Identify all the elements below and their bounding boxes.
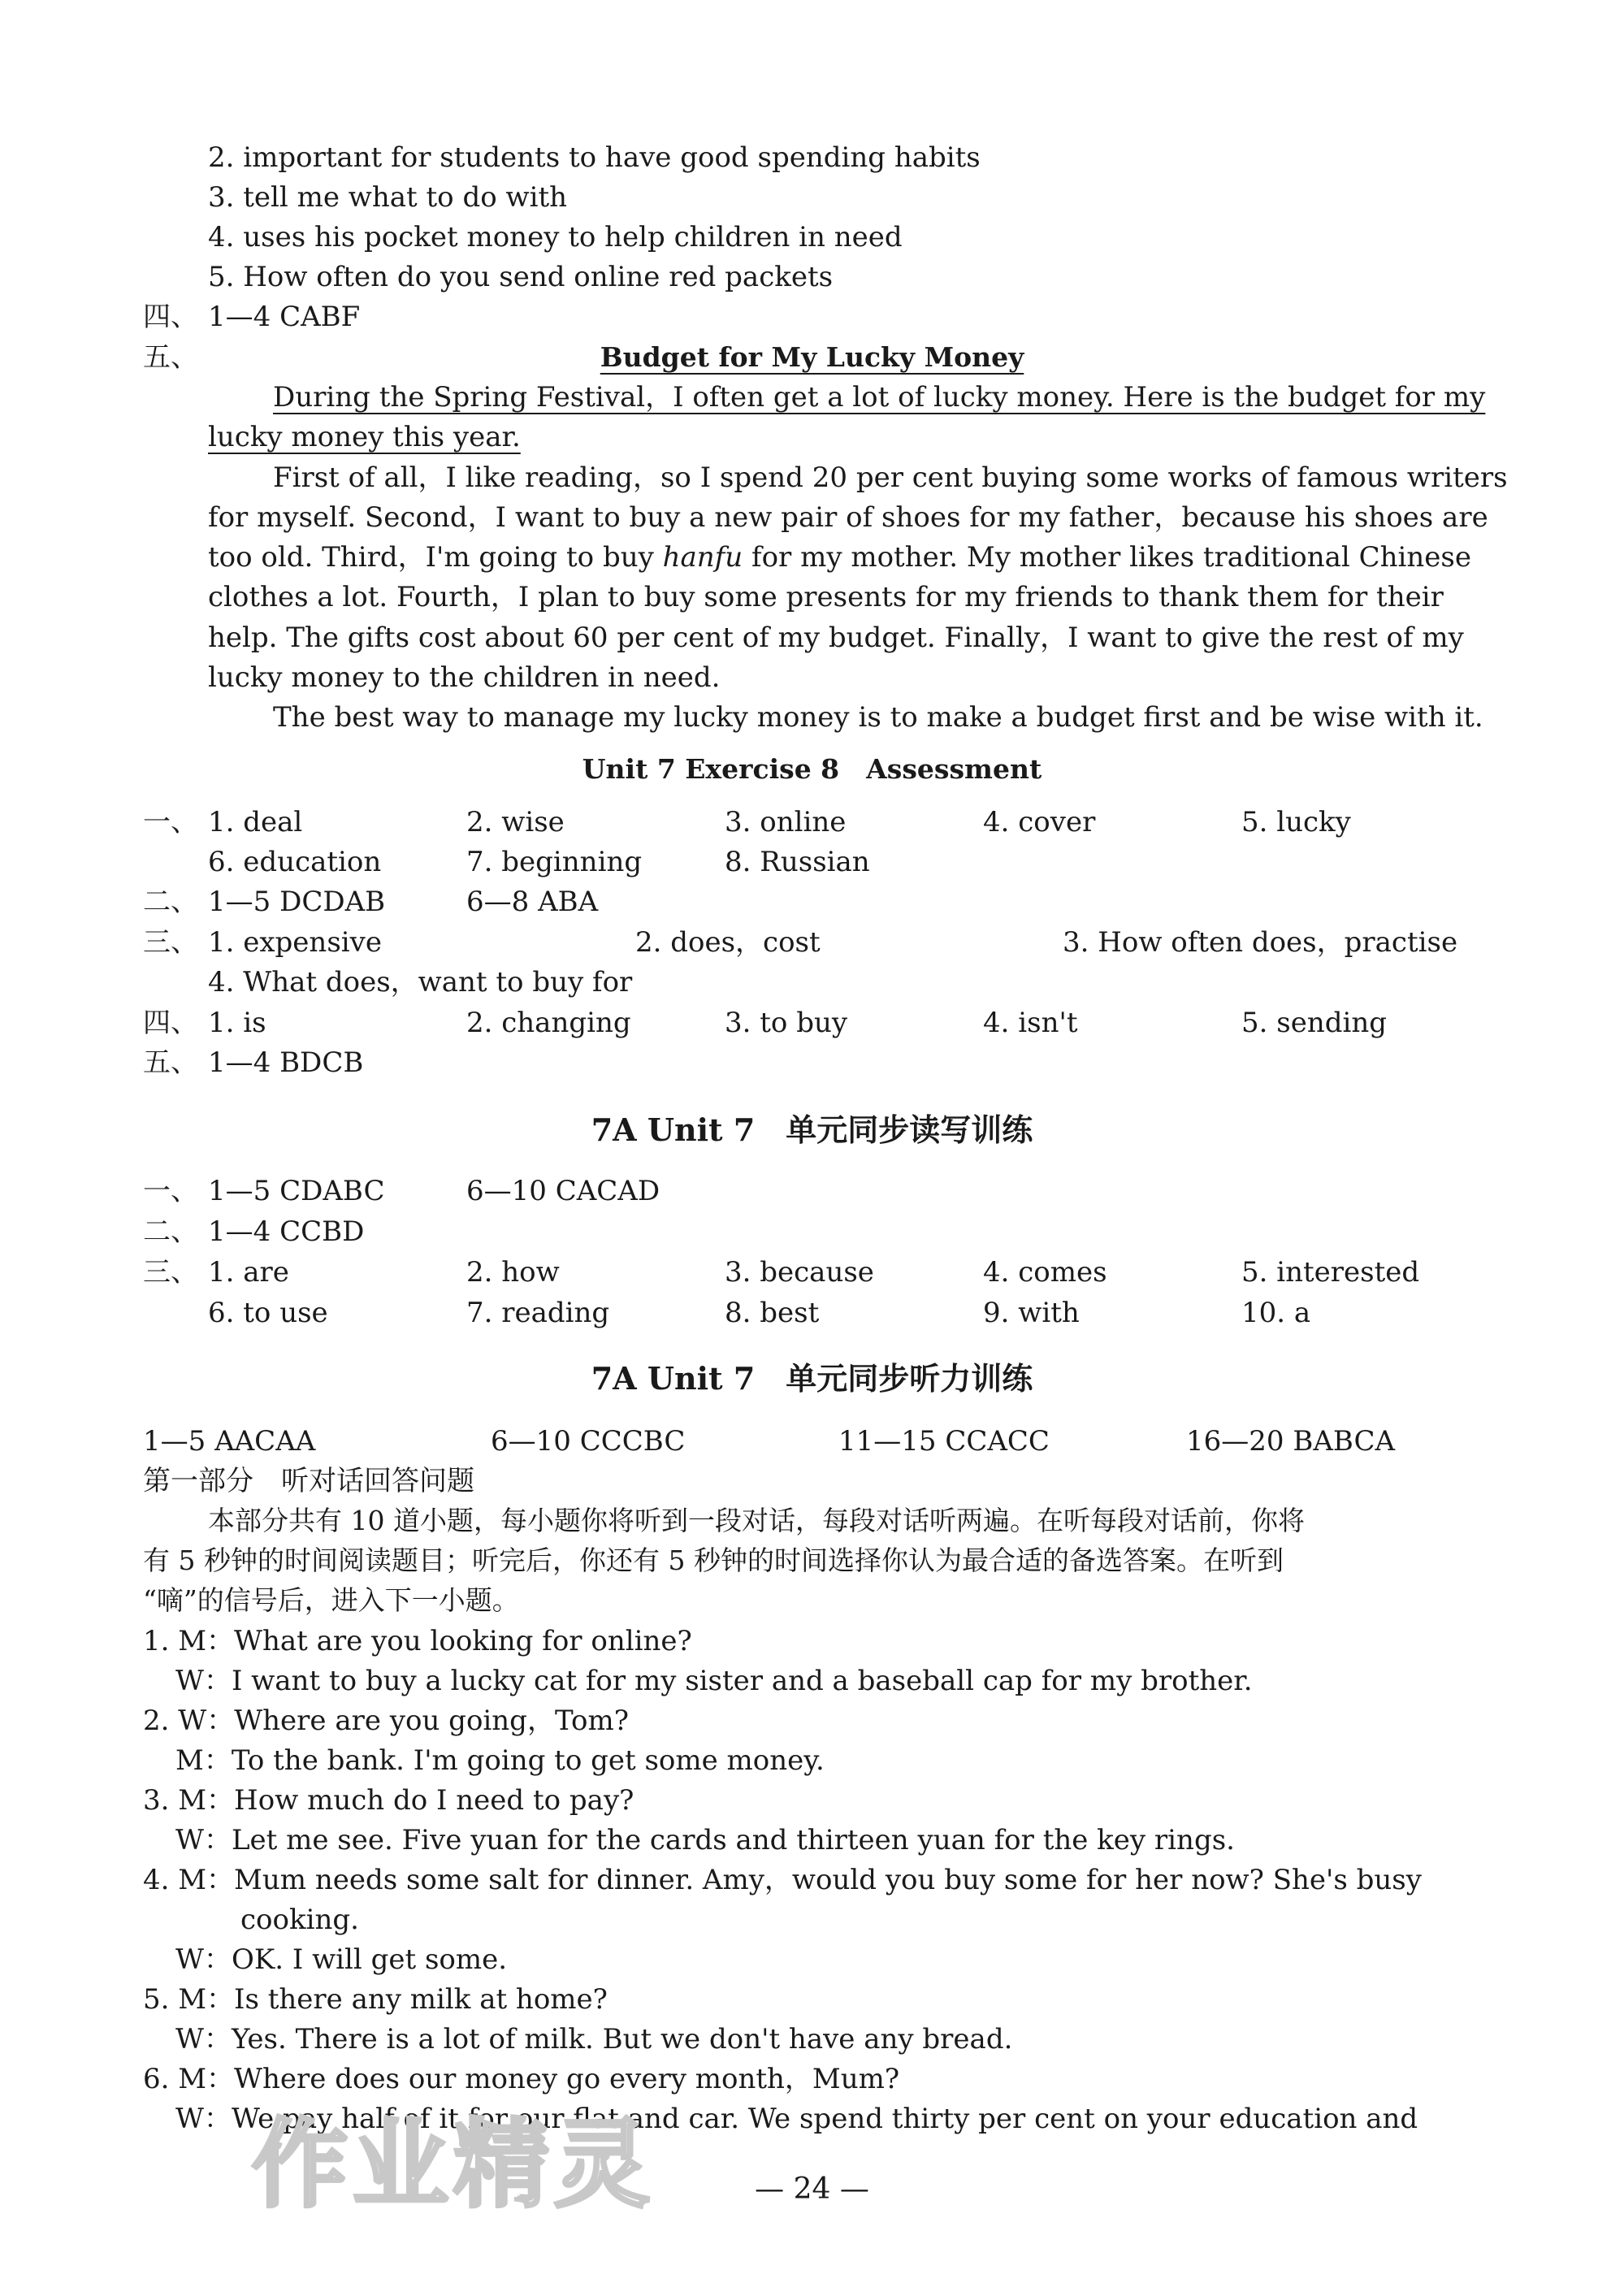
- essay-p2-line5: help. The gifts cost about 60 per cent of my budget. Finally，I want to give the rest of my: [208, 622, 1464, 654]
- ex8-s1-item: 5. lucky: [1241, 806, 1351, 838]
- ex8-s1-number: 一、: [143, 806, 198, 838]
- hanfu-word: hanfu: [662, 541, 743, 574]
- ex8-s2-number: 二、: [143, 886, 198, 918]
- rw-s3-item: 6. to use: [208, 1297, 328, 1329]
- section-4-number: 四、: [143, 301, 198, 333]
- part-1-title: 第一部分 听对话回答问题: [143, 1465, 474, 1497]
- rw-s3-item: 9. with: [983, 1297, 1080, 1329]
- prev-answer-2: 2. important for students to have good spending habits: [208, 141, 981, 174]
- essay-title: Budget for My Lucky Money: [600, 341, 1024, 373]
- page-number: — 24 —: [755, 2173, 869, 2206]
- intro-line-3: “嘀”的信号后，进入下一小题。: [143, 1584, 519, 1616]
- intro-line-1: 本部分共有 10 道小题，每小题你将听到一段对话，每段对话听两遍。在听每段对话前，你将: [208, 1505, 1305, 1536]
- listening-answer: 6—10 CCCBC: [491, 1425, 686, 1458]
- prev-answer-5: 5. How often do you send online red packets: [208, 261, 834, 293]
- listening-title: 7A Unit 7 单元同步听力训练: [591, 1360, 1033, 1397]
- essay-p3-line1: The best way to manage my lucky money is to make a budget first and be wise with it.: [273, 701, 1483, 734]
- ex8-s1-item: 1. deal: [208, 806, 303, 838]
- ex8-s4-item: 2. changing: [466, 1007, 631, 1039]
- prev-answer-4: 4. uses his pocket money to help children in need: [208, 221, 903, 253]
- rw-s3-item: 3. because: [725, 1256, 874, 1289]
- rw-s1-item: 1—5 CDABC: [208, 1175, 385, 1207]
- section-5-number: 五、: [143, 341, 198, 374]
- dialogue-1-w: W：I want to buy a lucky cat for my sister and a baseball cap for my brother.: [175, 1665, 1253, 1697]
- essay-p2-line6: lucky money to the children in need.: [208, 661, 721, 694]
- rw-s3-item: 1. are: [208, 1256, 289, 1289]
- dialogue-1-m: 1. M：What are you looking for online?: [143, 1625, 692, 1657]
- rw-s3-item: 5. interested: [1241, 1256, 1420, 1289]
- ex8-s3-item: 2. does，cost: [635, 926, 821, 959]
- ex8-s4-item: 1. is: [208, 1007, 266, 1039]
- ex8-s4-item: 3. to buy: [725, 1007, 848, 1039]
- rw-s1-item: 6—10 CACAD: [466, 1175, 660, 1207]
- dialogue-2-w: 2. W：Where are you going，Tom?: [143, 1705, 629, 1737]
- intro-line-2: 有 5 秒钟的时间阅读题目；听完后，你还有 5 秒钟的时间选择你认为最合适的备选答案。在听到: [143, 1544, 1284, 1576]
- ex8-s4-item: 4. isn't: [983, 1007, 1078, 1039]
- ex8-s1-item: 3. online: [725, 806, 847, 838]
- dialogue-3-m: 3. M：How much do I need to pay?: [143, 1784, 634, 1817]
- watermark-text: 作业精灵: [252, 2108, 656, 2220]
- dialogue-5-m: 5. M：Is there any milk at home?: [143, 1983, 608, 2016]
- ex8-s1-item: 7. beginning: [466, 846, 643, 878]
- rw-s3-item: 10. a: [1241, 1297, 1311, 1329]
- dialogue-5-w: W：Yes. There is a lot of milk. But we don't have any bread.: [175, 2023, 1013, 2056]
- ex8-s2-item: 6—8 ABA: [466, 886, 599, 918]
- rw-s3-item: 2. how: [466, 1256, 560, 1289]
- rw-s3-item: 7. reading: [466, 1297, 610, 1329]
- essay-p1-line1: During the Spring Festival，I often get a lot of lucky money. Here is the budget for my: [273, 381, 1486, 414]
- dialogue-6-w: W：We pay half of it for our flat and car. We spend thirty per cent on your education and: [175, 2103, 1418, 2135]
- essay-p2-line4: clothes a lot. Fourth，I plan to buy some presents for my friends to thank them for their: [208, 581, 1444, 613]
- dialogue-2-m: M：To the bank. I'm going to get some money.: [175, 1744, 825, 1777]
- listening-answer: 16—20 BABCA: [1186, 1425, 1396, 1458]
- rw-s3-number: 三、: [143, 1256, 198, 1289]
- ex8-s1-item: 8. Russian: [725, 846, 870, 878]
- rw-s3-item: 8. best: [725, 1297, 820, 1329]
- ex8-s4-item: 5. sending: [1241, 1007, 1388, 1039]
- prev-answer-3: 3. tell me what to do with: [208, 181, 568, 214]
- ex8-s2-item: 1—5 DCDAB: [208, 886, 386, 918]
- ex8-s5-number: 五、: [143, 1046, 198, 1079]
- essay-p2-line2: for myself. Second，I want to buy a new pair of shoes for my father，because his shoes are: [208, 501, 1488, 534]
- ex8-s3-item: 3. How often does，practise: [1063, 926, 1458, 959]
- essay-p2-line3: too old. Third，I'm going to buy hanfu for my mother. My mother likes traditional Chinese: [208, 541, 1471, 574]
- ex8-s1-item: 2. wise: [466, 806, 565, 838]
- essay-p2-line1: First of all，I like reading，so I spend 20 per cent buying some works of famous writers: [273, 461, 1508, 494]
- listening-answer: 1—5 AACAA: [143, 1425, 316, 1458]
- listening-answer: 11—15 CCACC: [838, 1425, 1050, 1458]
- rw-s3-item: 4. comes: [983, 1256, 1107, 1289]
- ex8-s5-item: 1—4 BDCB: [208, 1046, 364, 1079]
- dialogue-6-m: 6. M：Where does our money go every month，Mum?: [143, 2063, 900, 2095]
- rw-s2-item: 1—4 CCBD: [208, 1215, 365, 1248]
- ex8-s4-number: 四、: [143, 1007, 198, 1039]
- section-4-answers: 1—4 CABF: [208, 301, 361, 333]
- rw-s2-number: 二、: [143, 1215, 198, 1248]
- ex8-s3-item: 1. expensive: [208, 926, 382, 959]
- dialogue-4-m-line1: 4. M：Mum needs some salt for dinner. Amy，would you buy some for her now? She's busy: [143, 1864, 1422, 1896]
- rw-s1-number: 一、: [143, 1175, 198, 1207]
- ex8-s1-item: 6. education: [208, 846, 382, 878]
- dialogue-4-m-line2: cooking.: [240, 1904, 359, 1936]
- ex8-s1-item: 4. cover: [983, 806, 1096, 838]
- ex8-s3-item: 4. What does，want to buy for: [208, 966, 633, 999]
- dialogue-4-w: W：OK. I will get some.: [175, 1943, 508, 1976]
- dialogue-3-w: W：Let me see. Five yuan for the cards and thirteen yuan for the key rings.: [175, 1824, 1235, 1856]
- reading-writing-title: 7A Unit 7 单元同步读写训练: [591, 1111, 1033, 1148]
- essay-p1-line2: lucky money this year.: [208, 421, 521, 453]
- ex8-s3-number: 三、: [143, 926, 198, 959]
- exercise-8-title: Unit 7 Exercise 8 Assessment: [582, 753, 1042, 785]
